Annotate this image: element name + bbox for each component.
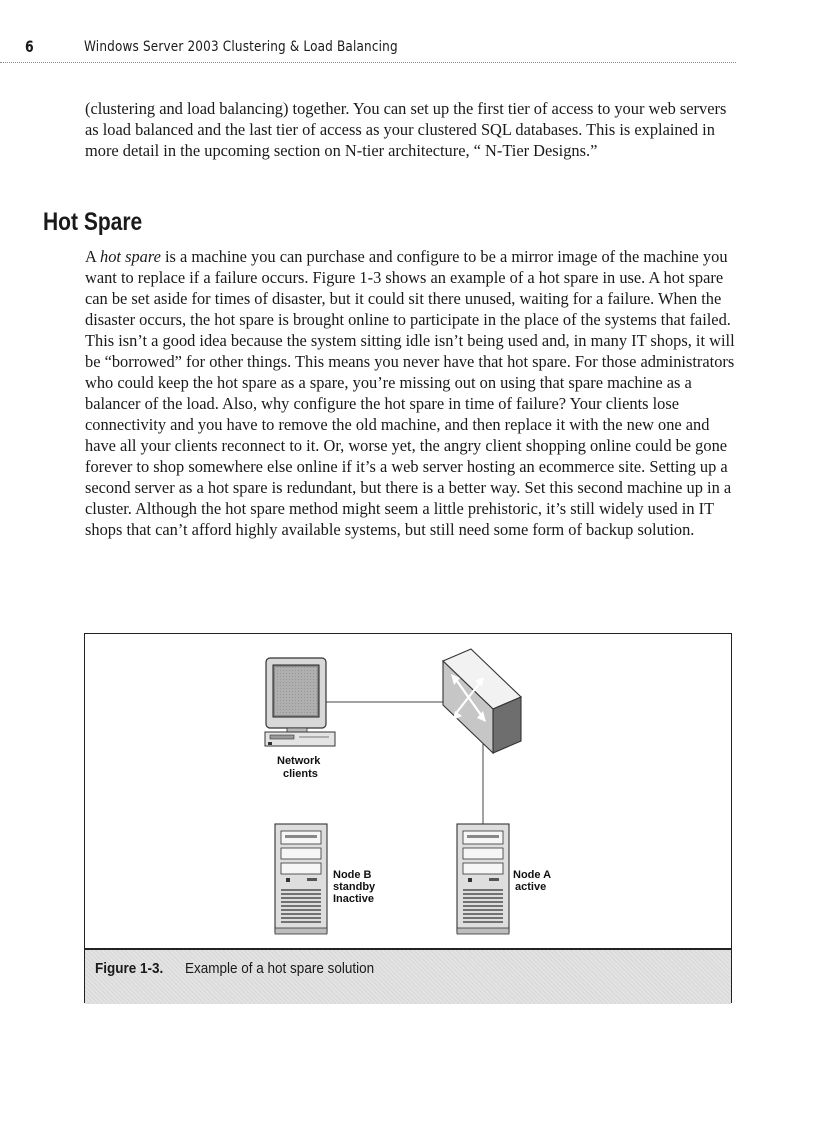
paragraph-body: is a machine you can purchase and configure to be a mirror image of the machine you want to replace if a failure occurs. Figure 1-3 shows an example of a hot spare in use. A hot spare can be set aside for times of disaster, but it could sit there unused, waiting for a failure. When the disaster occurs, the hot spare is brought online to participate in the place of the systems that failed. This isn’t a good idea because the system sitting idle isn’t being used and, in many IT shops, it will be “borrowed” for other things. This means you never have that hot spare. For those administrators who could keep the hot spare as a spare, you’re missing out on using that spare machine as a balancer of the load. Also, why configure the hot spare in time of failure? Your clients lose connectivity and you have to remove the old machine, and then replace it with the new one and have all your clients reconnect to it. Or, worse yet, the angry client shopping online could be gone forever to shop somewhere else online if it’s a web server hosting an ecommerce site. Setting up a second server as a hot spare is redundant, but there is a better way. Set this second machine up in a cluster. Although the hot spare method might seem a little prehistoric, it’s still widely used in IT shops that can’t afford highly available systems, but still need some form of backup solution.: [85, 247, 735, 539]
node-a-line-2: active: [515, 881, 547, 893]
server-node-b-icon: [275, 824, 327, 934]
intro-paragraph: (clustering and load balancing) together. You can set up the first tier of access to your web servers as load balanced and the last tier of access as your clustered SQL databases. This is explained in more detail in the upcoming section on N-tier architecture, “ N-Tier Designs.”: [85, 99, 727, 160]
node-a-line-1: Node A: [513, 869, 551, 881]
hot-spare-diagram: [85, 634, 731, 948]
figure-caption-bar: [85, 948, 731, 1004]
node-b-line-2: standby: [333, 881, 376, 893]
header-rule: [0, 62, 736, 63]
hot-spare-paragraph: [85, 246, 737, 540]
node-b-line-3: Inactive: [333, 893, 374, 905]
network-clients-line-2: clients: [283, 768, 318, 780]
node-b-line-1: Node B: [333, 869, 372, 881]
figure-caption-text: Example of a hot spare solution: [185, 960, 375, 977]
network-switch-icon: [443, 649, 521, 753]
server-node-a-icon: [457, 824, 509, 934]
running-header-title: Windows Server 2003 Clustering & Load Balancing: [84, 39, 398, 55]
hot-spare-term: hot spare: [100, 247, 161, 266]
page-number: 6: [25, 37, 34, 56]
node-a-label: [513, 869, 554, 893]
node-b-label: [333, 869, 378, 905]
network-clients-label: [277, 755, 323, 780]
workstation-icon: [265, 658, 335, 746]
figure-caption-label: Figure 1-3.: [95, 960, 164, 977]
figure-1-3: [84, 633, 732, 1003]
network-clients-line-1: Network: [277, 755, 321, 767]
paragraph-lead: A: [85, 247, 101, 266]
section-heading: Hot Spare: [43, 208, 143, 236]
